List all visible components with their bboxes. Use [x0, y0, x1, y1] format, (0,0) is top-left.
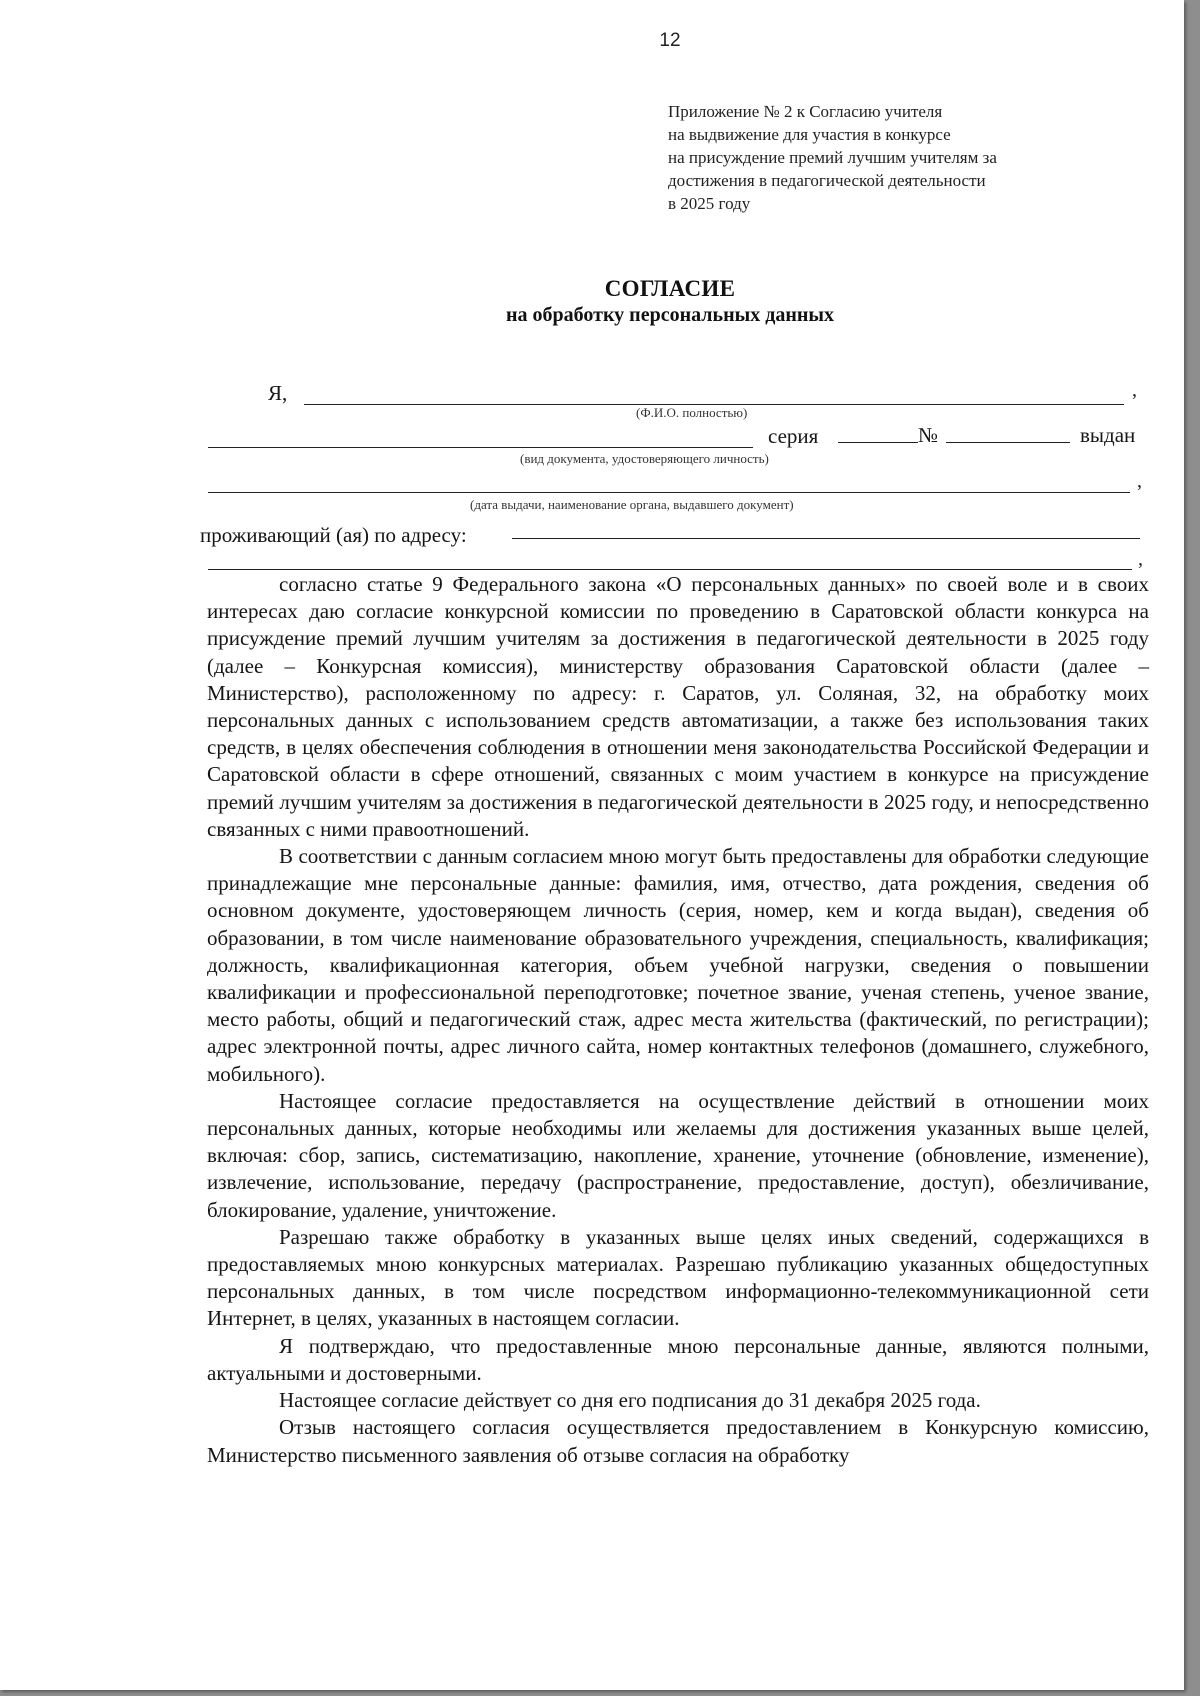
- comma: ,: [1132, 379, 1137, 401]
- paragraph: В соответствии с данным согласием мною могут быть предоставлены для обработки следующие принадлежащие мне персональные данные: фамилия, имя, отчество, дата рождения, сведения об основном документе, удостоверяющем личность (серия, номер, кем и когда выдан), сведения об образовании, в том числе наименование образовательного учреждения, специальность, квалификация; должность, квалификационная категория, объем учебной нагрузки, сведения о повышении квалификации и профессиональной переподготовке; почетное звание, ученая степень, ученое звание, место работы, общий и педагогический стаж, адрес места жительства (фактический, по регистрации); адрес электронной почты, адрес личного сайта, номер контактных телефонов (домашнего, служебного, мобильного).: [207, 844, 1149, 1086]
- comma: ,: [1137, 470, 1142, 492]
- number-field-line[interactable]: [946, 442, 1070, 443]
- ya-label: Я,: [268, 381, 288, 405]
- series-label: серия: [768, 424, 819, 448]
- appendix-line: Приложение № 2 к Согласию учителя: [668, 102, 943, 121]
- issue-details-field-line[interactable]: [208, 492, 1130, 493]
- paragraph: Разрешаю также обработку в указанных выше целях иных сведений, содержащихся в предоставляемых мною конкурсных материалах. Разрешаю публикацию указанных общедоступных персональных данных, в том числе посредством информационно-телекоммуникационной сети Интернет, в целях, указанных в настоящем согласии.: [207, 1224, 1149, 1331]
- address-continued-field-line[interactable]: [208, 569, 1132, 570]
- paragraph: Отзыв настоящего согласия осуществляется предоставлением в Конкурсную комиссию, Министерство письменного заявления об отзыве согласия на обработку: [207, 1415, 1149, 1467]
- issued-label: выдан: [1080, 423, 1136, 447]
- paragraph: Настоящее согласие действует со дня его подписания до 31 декабря 2025 года.: [279, 1388, 981, 1413]
- appendix-line: на присуждение премий лучшим учителям за: [668, 148, 997, 167]
- address-field-line[interactable]: [512, 538, 1140, 539]
- appendix-line: достижения в педагогической деятельности: [668, 171, 986, 190]
- appendix-line: в 2025 году: [668, 194, 751, 213]
- document-type-field-line[interactable]: [208, 447, 753, 448]
- paragraph: согласно статье 9 Федерального закона «О персональных данных» по своей воле и в своих интересах даю согласие конкурсной комиссии по проведению в Саратовской области конкурса на присуждение премий лучшим учителям за достижения в педагогической деятельности в 2025 году (далее – Конкурсная комиссия), министерству образования Саратовской области (далее – Министерство), расположенному по адресу: г. Саратов, ул. Соляная, 32, на обработку моих персональных данных с использованием средств автоматизации, а также без использования таких средств, в целях обеспечения соблюдения в отношении меня законодательства Российской Федерации и Саратовской области в сфере отношений, связанных с моим участием в конкурсе на присуждение премий лучшим учителям за достижения в педагогической деятельности в 2025 году, и непосредственно связанных с ними правоотношений.: [207, 572, 1149, 841]
- document-subtitle: на обработку персональных данных: [506, 304, 834, 326]
- appendix-line: на выдвижение для участия в конкурсе: [668, 125, 951, 144]
- appendix-note: [668, 100, 1098, 215]
- address-label: проживающий (ая) по адресу:: [200, 523, 467, 547]
- paragraph: Настоящее согласие предоставляется на осуществление действий в отношении моих персональных данных, которые необходимы или желаемы для достижения указанных выше целей, включая: сбор, запись, систематизацию, накопление, хранение, уточнение (обновление, изменение), извлечение, использование, передачу (распространение, предоставление, доступ), обезличивание, блокирование, удаление, уничтожение.: [207, 1088, 1149, 1222]
- comma: ,: [1138, 548, 1143, 570]
- document-hint: (вид документа, удостоверяющего личность): [520, 451, 769, 466]
- paragraph: Я подтверждаю, что предоставленные мною персональные данные, являются полными, актуальными и достоверными.: [207, 1333, 1149, 1385]
- fio-hint: (Ф.И.О. полностью): [636, 405, 748, 420]
- document-title: СОГЛАСИЕ: [604, 276, 736, 301]
- issue-hint: (дата выдачи, наименование органа, выдавшего документ): [470, 497, 794, 512]
- consent-body: [207, 571, 1149, 1469]
- number-label: №: [918, 423, 939, 447]
- page-number: 12: [659, 30, 681, 51]
- series-field-line[interactable]: [838, 442, 918, 443]
